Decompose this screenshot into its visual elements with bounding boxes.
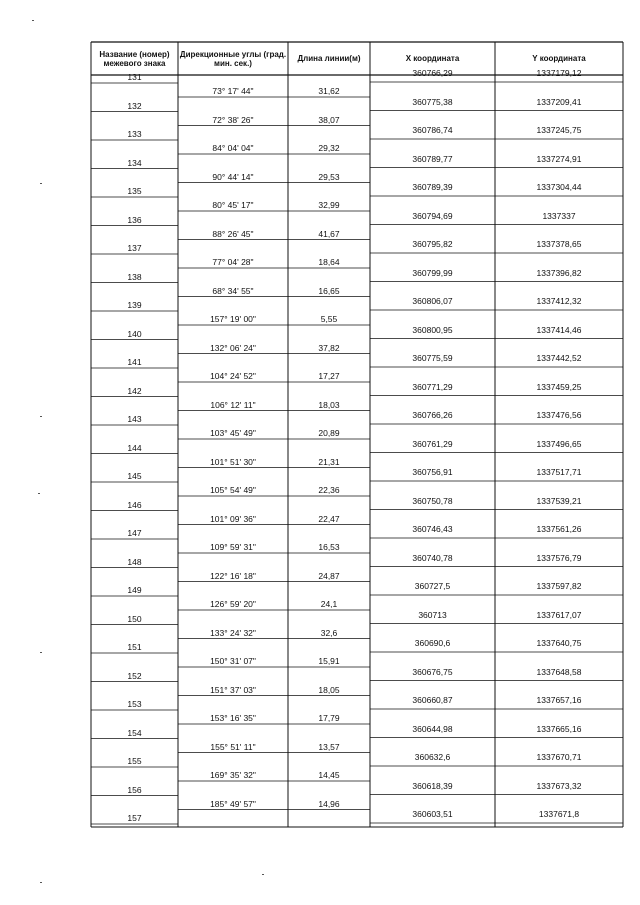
point-x: 360789,39 <box>412 182 453 192</box>
segment-length: 20,89 <box>318 428 340 438</box>
segment-length: 18,05 <box>318 684 340 695</box>
point-name: 154 <box>127 727 142 738</box>
point-name: 150 <box>127 613 142 624</box>
point-x: 360795,82 <box>412 239 453 249</box>
point-x: 360775,38 <box>412 96 453 107</box>
point-y: 1337412,32 <box>536 296 582 306</box>
point-name: 136 <box>127 214 142 225</box>
segment-length: 29,53 <box>318 171 340 182</box>
segment-angle: 122° 16' 18" <box>210 570 256 581</box>
point-y: 1337304,44 <box>536 182 582 192</box>
point-name: 133 <box>127 129 142 139</box>
scan-speck <box>40 882 42 883</box>
scan-speck <box>40 416 42 417</box>
point-name: 135 <box>127 186 142 196</box>
point-name: 151 <box>127 642 142 652</box>
segment-angle: 90° 44' 14" <box>212 171 254 182</box>
segment-angle: 105° 54' 49" <box>210 485 256 495</box>
point-y: 1337378,65 <box>536 239 582 249</box>
point-y: 1337179,12 <box>536 68 582 78</box>
segment-angle: 101° 51' 30" <box>210 456 256 467</box>
scan-speck <box>262 874 264 875</box>
header-y-coordinate: Y координата <box>532 54 586 63</box>
point-x: 360771,29 <box>412 381 453 392</box>
point-name: 149 <box>127 585 142 595</box>
point-y: 1337442,52 <box>536 353 582 363</box>
point-y: 1337617,07 <box>536 609 582 620</box>
point-y: 1337657,16 <box>536 695 582 705</box>
point-x: 360799,99 <box>412 267 453 278</box>
segment-length: 17,27 <box>318 371 340 381</box>
point-name: 142 <box>127 385 142 396</box>
point-name: 140 <box>127 328 142 339</box>
point-x: 360800,95 <box>412 324 453 335</box>
segment-angle: 84° 04' 04" <box>212 143 254 153</box>
point-x: 360740,78 <box>412 552 453 563</box>
segment-angle: 73° 17' 44" <box>212 86 254 96</box>
segment-angle: 104° 24' 52" <box>210 371 256 381</box>
header-direction-angle: Дирекционные углы (град. мин. сек.) <box>179 49 287 68</box>
header-point-name: Название (номер) межевого знака <box>99 49 170 68</box>
scan-speck <box>32 20 34 21</box>
segment-length: 22,47 <box>318 513 340 524</box>
point-x: 360786,74 <box>412 125 453 135</box>
segment-length: 16,53 <box>318 542 340 552</box>
segment-angle: 132° 06' 24" <box>210 342 256 353</box>
segment-length: 14,45 <box>318 770 340 780</box>
scan-speck <box>40 183 42 184</box>
segment-angle: 109° 59' 31" <box>210 542 256 552</box>
point-x: 360756,91 <box>412 467 453 477</box>
point-x: 360713 <box>418 609 447 620</box>
point-x: 360632,6 <box>414 752 451 762</box>
point-y: 1337539,21 <box>536 495 582 506</box>
segment-angle: 169° 35' 32" <box>210 770 256 780</box>
point-y: 1337561,26 <box>536 524 582 534</box>
point-x: 360789,77 <box>412 153 453 164</box>
segment-length: 38,07 <box>318 114 340 125</box>
segment-length: 32,6 <box>320 627 338 638</box>
point-name: 137 <box>127 243 142 253</box>
point-y: 1337209,41 <box>536 96 582 107</box>
point-name: 143 <box>127 414 142 424</box>
scan-speck <box>38 493 40 494</box>
point-y: 1337414,46 <box>536 324 582 335</box>
segment-angle: 80° 45' 17" <box>212 200 254 210</box>
point-y: 1337245,75 <box>536 125 582 135</box>
segment-length: 24,1 <box>320 599 338 609</box>
point-x: 360761,29 <box>412 438 453 449</box>
point-y: 1337476,56 <box>536 410 582 420</box>
segment-length: 13,57 <box>318 741 340 752</box>
point-y: 1337459,25 <box>536 381 582 392</box>
point-name: 156 <box>127 784 142 795</box>
segment-length: 18,03 <box>318 399 340 410</box>
segment-length: 21,31 <box>318 456 340 467</box>
segment-length: 16,65 <box>318 285 340 296</box>
segment-angle: 77° 04' 28" <box>212 257 254 267</box>
segment-length: 17,79 <box>318 713 340 723</box>
point-y: 1337665,16 <box>536 723 582 734</box>
point-name: 147 <box>127 528 142 538</box>
point-x: 360660,87 <box>412 695 453 705</box>
segment-angle: 155° 51' 11" <box>210 741 256 752</box>
point-name: 152 <box>127 670 142 681</box>
point-y: 1337673,32 <box>536 780 582 791</box>
point-y: 1337640,75 <box>536 638 582 648</box>
point-y: 1337337 <box>542 210 576 221</box>
point-name: 155 <box>127 756 142 766</box>
point-y: 1337396,82 <box>536 267 582 278</box>
header-line-length: Длина линии(м) <box>297 54 361 63</box>
segment-angle: 106° 12' 11" <box>210 399 256 410</box>
segment-angle: 151° 37' 03" <box>210 684 256 695</box>
point-name: 139 <box>127 300 142 310</box>
point-name: 148 <box>127 556 142 567</box>
point-y: 1337576,79 <box>536 552 582 563</box>
point-x: 360618,39 <box>412 780 453 791</box>
scan-speck <box>40 652 42 653</box>
point-x: 360690,6 <box>414 638 451 648</box>
segment-angle: 101° 09' 36" <box>210 513 256 524</box>
point-name: 145 <box>127 471 142 481</box>
segment-angle: 153° 16' 35" <box>210 713 256 723</box>
segment-length: 5,55 <box>320 314 338 324</box>
point-x: 360766,26 <box>412 410 453 420</box>
segment-length: 41,67 <box>318 228 340 239</box>
segment-angle: 185° 49' 57" <box>210 798 256 809</box>
point-name: 138 <box>127 271 142 282</box>
segment-angle: 103° 45' 49" <box>210 428 256 438</box>
point-name: 146 <box>127 499 142 510</box>
point-y: 1337517,71 <box>536 467 582 477</box>
point-x: 360775,59 <box>412 353 453 363</box>
segment-length: 31,62 <box>318 86 340 96</box>
segment-length: 24,87 <box>318 570 340 581</box>
point-x: 360603,51 <box>412 809 453 819</box>
segment-length: 18,64 <box>318 257 340 267</box>
point-name: 153 <box>127 699 142 709</box>
point-y: 1337670,71 <box>536 752 582 762</box>
point-y: 1337597,82 <box>536 581 582 591</box>
segment-angle: 88° 26' 45" <box>212 228 254 239</box>
point-y: 1337671,8 <box>538 809 580 819</box>
point-x: 360676,75 <box>412 666 453 677</box>
point-x: 360806,07 <box>412 296 453 306</box>
point-y: 1337648,58 <box>536 666 582 677</box>
point-x: 360644,98 <box>412 723 453 734</box>
segment-angle: 68° 34' 55" <box>212 285 254 296</box>
segment-length: 14,96 <box>318 798 340 809</box>
segment-length: 29,32 <box>318 143 340 153</box>
point-x: 360746,43 <box>412 524 453 534</box>
point-name: 144 <box>127 442 142 453</box>
segment-angle: 157° 19' 00" <box>210 314 256 324</box>
point-x: 360766,29 <box>412 68 453 78</box>
point-y: 1337274,91 <box>536 153 582 164</box>
point-x: 360727,5 <box>414 581 451 591</box>
point-name: 141 <box>127 357 142 367</box>
header-x-coordinate: X координата <box>405 54 460 63</box>
segment-angle: 126° 59' 20" <box>210 599 256 609</box>
point-name: 157 <box>127 813 142 823</box>
point-name: 132 <box>127 100 142 111</box>
segment-length: 15,91 <box>318 656 340 666</box>
point-x: 360750,78 <box>412 495 453 506</box>
segment-angle: 72° 38' 26" <box>212 114 254 125</box>
point-x: 360794,69 <box>412 210 453 221</box>
point-name: 134 <box>127 157 142 168</box>
segment-angle: 150° 31' 07" <box>210 656 256 666</box>
segment-length: 32,99 <box>318 200 340 210</box>
point-y: 1337496,65 <box>536 438 582 449</box>
segment-length: 37,82 <box>318 342 340 353</box>
segment-length: 22,36 <box>318 485 340 495</box>
segment-angle: 133° 24' 32" <box>210 627 256 638</box>
point-name: 131 <box>127 72 142 82</box>
